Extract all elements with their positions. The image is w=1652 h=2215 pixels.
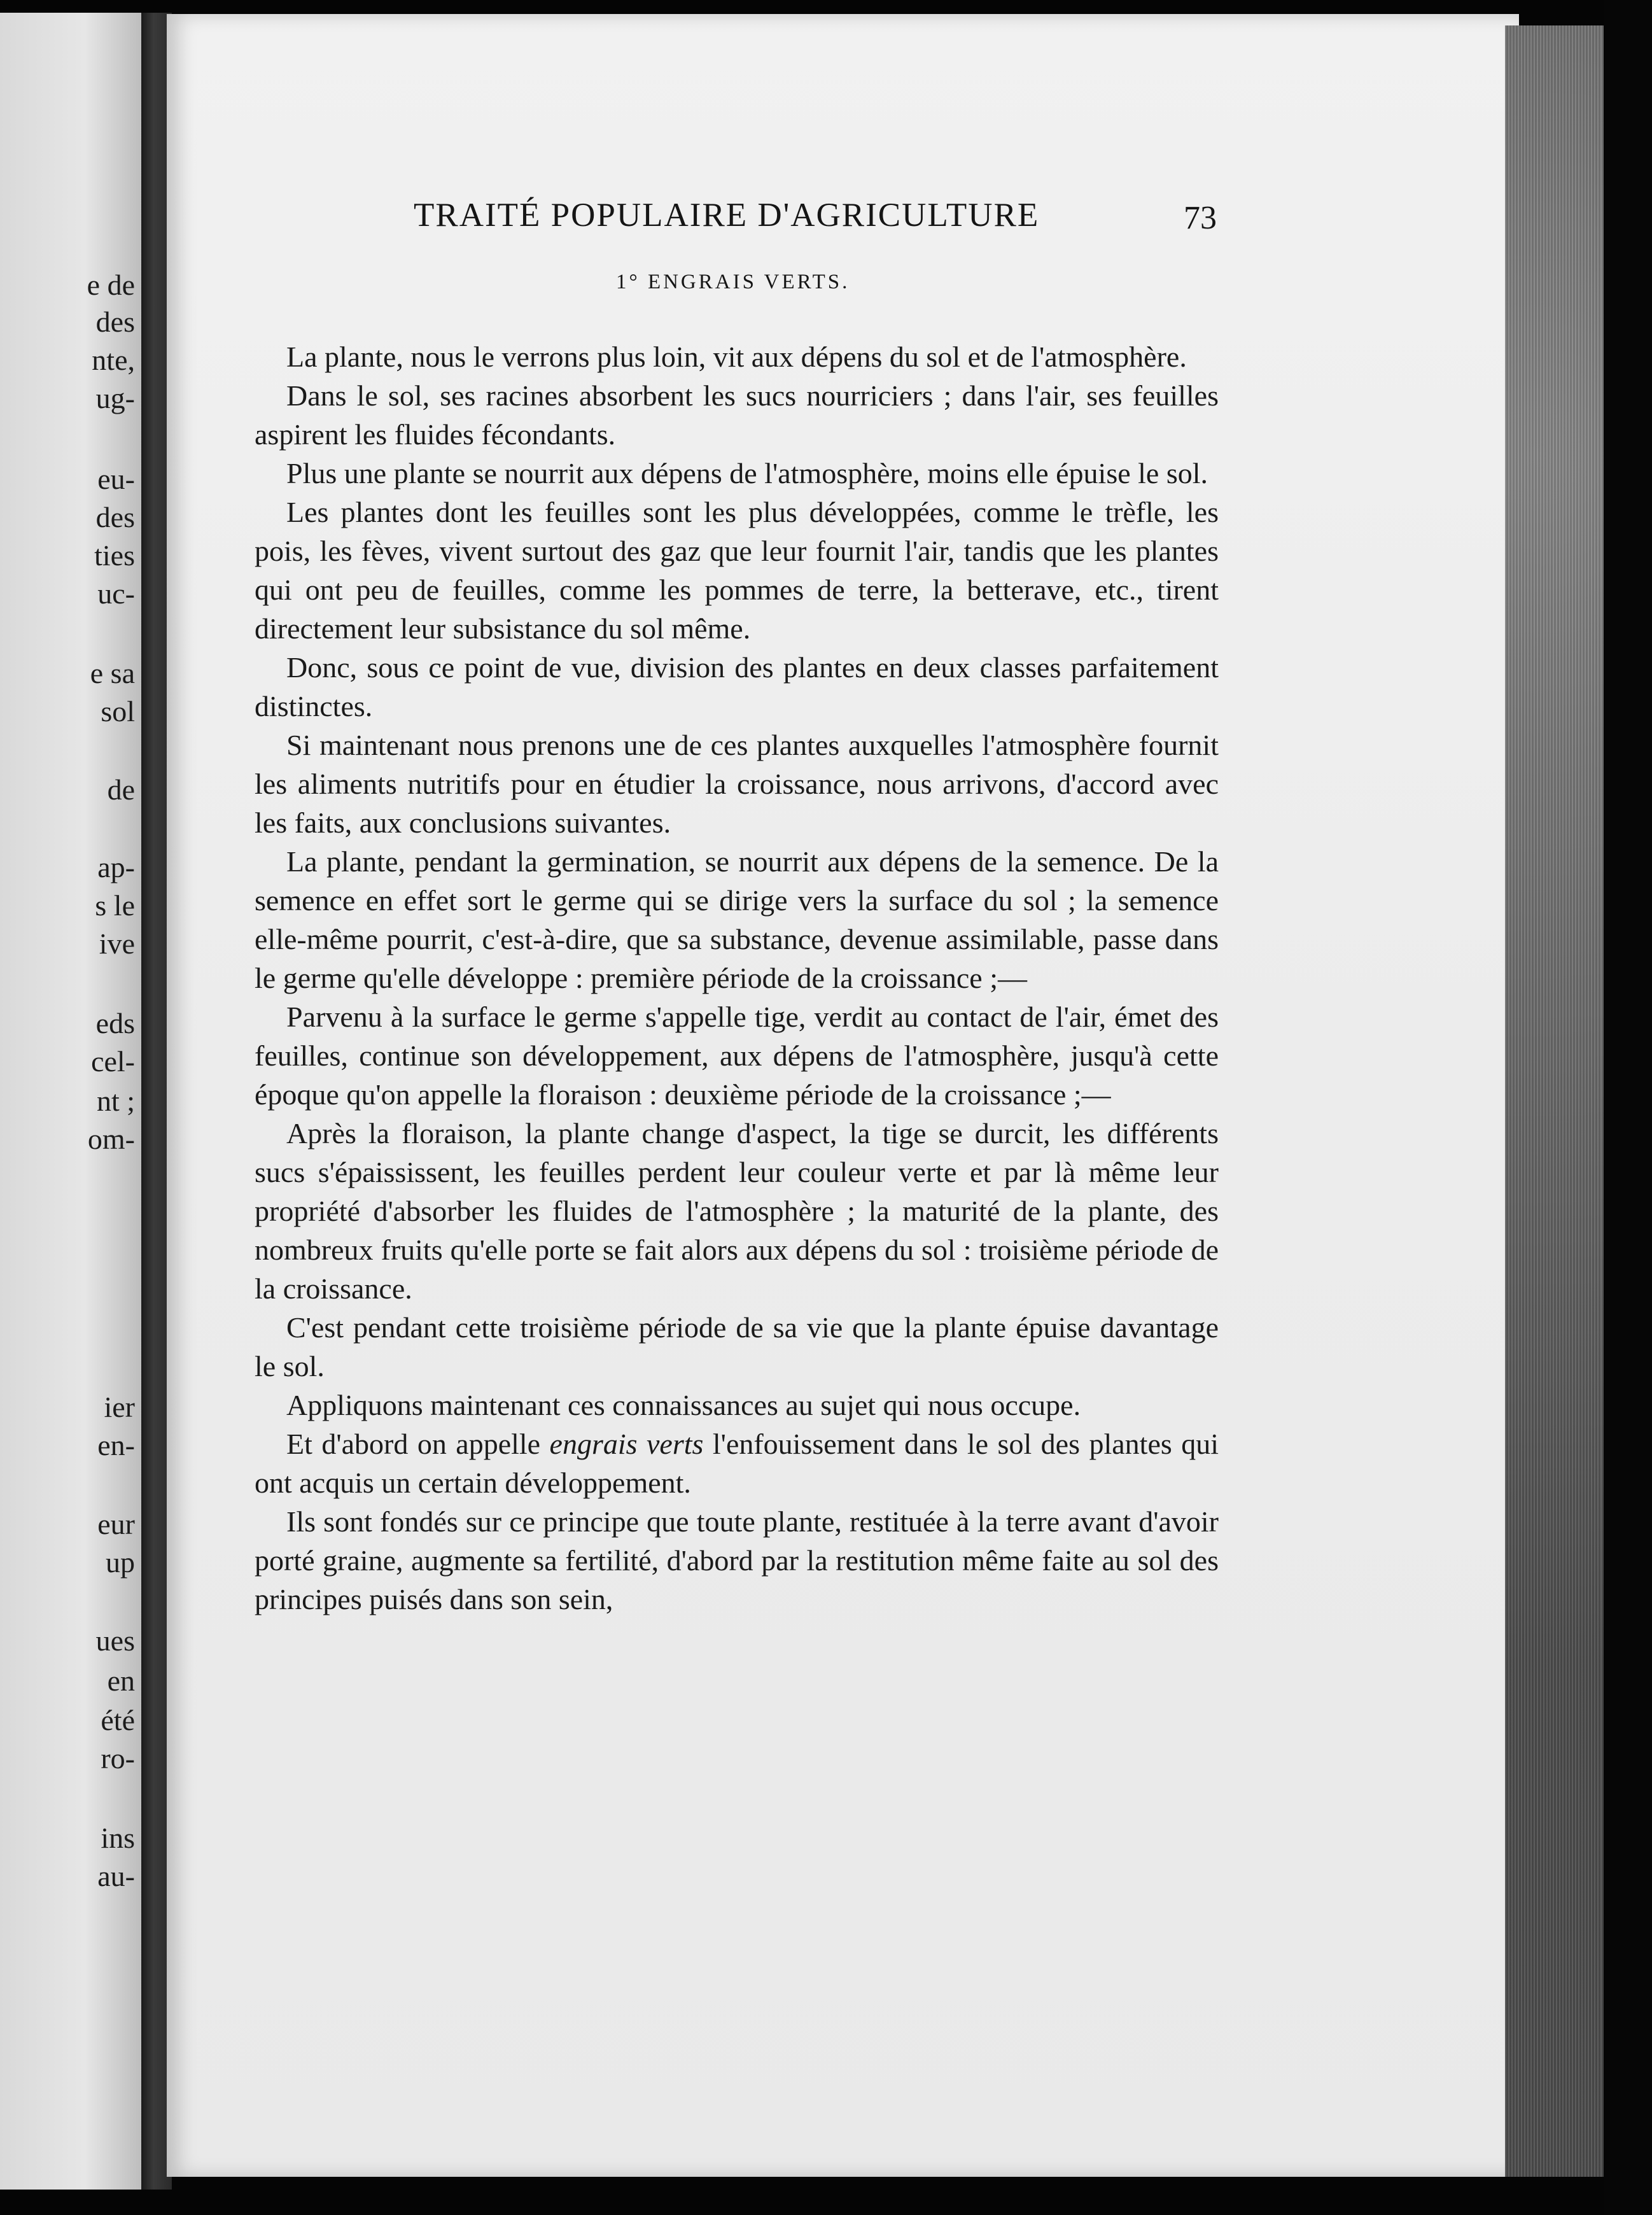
paragraph: Les plantes dont les feuilles sont les plus développées, comme le trèfle, les pois, les fèves, vivent surtout des gaz que leur fournit l'air, tandis que les plantes qui ont peu de feuilles, comme les pommes de terre, la betterave, etc., tirent directement leur subsistance du sol même. — [255, 496, 1219, 645]
paragraph: Parvenu à la surface le germe s'appelle tige, verdit au contact de l'air, émet des feuilles, continue son développement, aux dépens de l'atmosphère, jusqu'à cette époque qu'on appelle la floraison : deuxième période de la croissance ;— — [255, 1001, 1219, 1111]
paragraph: Dans le sol, ses racines absorbent les sucs nourriciers ; dans l'air, ses feuilles aspirent les fluides fécondants. — [255, 379, 1219, 451]
left-page-fragment: de — [107, 773, 135, 806]
left-page-fragment: été — [101, 1704, 135, 1736]
left-page-fragment: eur — [97, 1508, 135, 1540]
left-page-fragment: eds — [95, 1007, 135, 1039]
page-number: 73 — [1184, 200, 1217, 236]
left-page-fragment: ier — [104, 1391, 135, 1423]
section-title: 1° ENGRAIS VERTS. — [616, 271, 850, 293]
left-page-fragment: om- — [87, 1123, 135, 1155]
scan-border — [1604, 0, 1652, 2215]
paragraph: La plante, nous le verrons plus loin, vit aux dépens du sol et de l'atmosphère. — [286, 341, 1187, 373]
page-block-edge — [1505, 25, 1604, 2177]
left-page-fragment: uc- — [97, 577, 135, 610]
paragraph: Plus une plante se nourrit aux dépens de l'atmosphère, moins elle épuise le sol. — [286, 457, 1208, 489]
left-page-fragment: e sa — [90, 657, 135, 689]
body-text — [255, 337, 1219, 1619]
paragraph: Après la floraison, la plante change d'aspect, la tige se durcit, les différents sucs s'épaississent, les feuilles perdent leur couleur verte et par là même leur propriété d'absorber les fluides de l'atmosphère ; la maturité de la plante, des nombreux fruits qu'elle porte se fait alors aux dépens du sol : troisième période de la croissance. — [255, 1117, 1219, 1305]
left-page-fragment: des — [95, 501, 135, 533]
italic-term: engrais verts — [549, 1428, 704, 1460]
text-run: Et d'abord on appelle — [286, 1428, 550, 1460]
running-head: TRAITÉ POPULAIRE D'AGRICULTURE — [414, 197, 1040, 234]
left-page-fragment: en- — [97, 1429, 135, 1461]
left-page-fragment: ues — [95, 1624, 135, 1657]
left-page-fragment: au- — [97, 1860, 135, 1892]
left-page-fragment: des — [95, 306, 135, 338]
left-page-fragment: ties — [94, 539, 135, 572]
left-page-fragment: e de — [87, 269, 135, 301]
left-page-fragment: nte, — [92, 344, 135, 376]
left-page-fragment: en — [107, 1664, 135, 1697]
left-page-fragment: s le — [95, 889, 135, 922]
left-page-fragment: eu- — [97, 463, 135, 495]
left-page-fragment: ap- — [97, 851, 135, 883]
left-page-fragment: ug- — [95, 382, 135, 414]
paragraph: Ils sont fondés sur ce principe que toute plante, restituée à la terre avant d'avoir porté graine, augmente sa fertilité, d'abord par la restitution même faite au sol des principes puisés dans son sein, — [255, 1505, 1219, 1615]
left-page-fragment: sol — [101, 695, 135, 728]
left-page-fragment: nt ; — [96, 1085, 135, 1117]
left-page-fragment: cel- — [91, 1045, 135, 1078]
left-page-fragment: ro- — [101, 1742, 135, 1775]
left-page-fragment: up — [106, 1546, 135, 1579]
paragraph: Appliquons maintenant ces connaissances au sujet qui nous occupe. — [286, 1389, 1081, 1421]
paragraph: Si maintenant nous prenons une de ces plantes auxquelles l'atmosphère fournit les aliments nutritifs pour en étudier la croissance, nous arrivons, d'accord avec les faits, aux conclusions suivantes. — [255, 729, 1219, 839]
paragraph-engrais-verts — [255, 1424, 1219, 1502]
paragraph: C'est pendant cette troisième période de sa vie que la plante épuise davantage le sol. — [255, 1311, 1219, 1382]
left-page-fragment: ins — [101, 1822, 135, 1854]
paragraph: La plante, pendant la germination, se nourrit aux dépens de la semence. De la semence en effet sort le germe qui se dirige vers la surface du sol ; la semence elle-même pourrit, c'est-à-dire, que sa substance, devenue assimilable, passe dans le germe qu'elle développe : première période de la croissance ;— — [255, 845, 1219, 994]
left-page-fragment: ive — [99, 927, 135, 960]
text-run: l'enfouissement dans le sol des plantes qui ont acquis un certain développement. — [255, 1428, 1219, 1499]
paragraph: Donc, sous ce point de vue, division des plantes en deux classes parfaitement distinctes. — [255, 651, 1219, 722]
left-facing-page-edge — [0, 13, 141, 2190]
